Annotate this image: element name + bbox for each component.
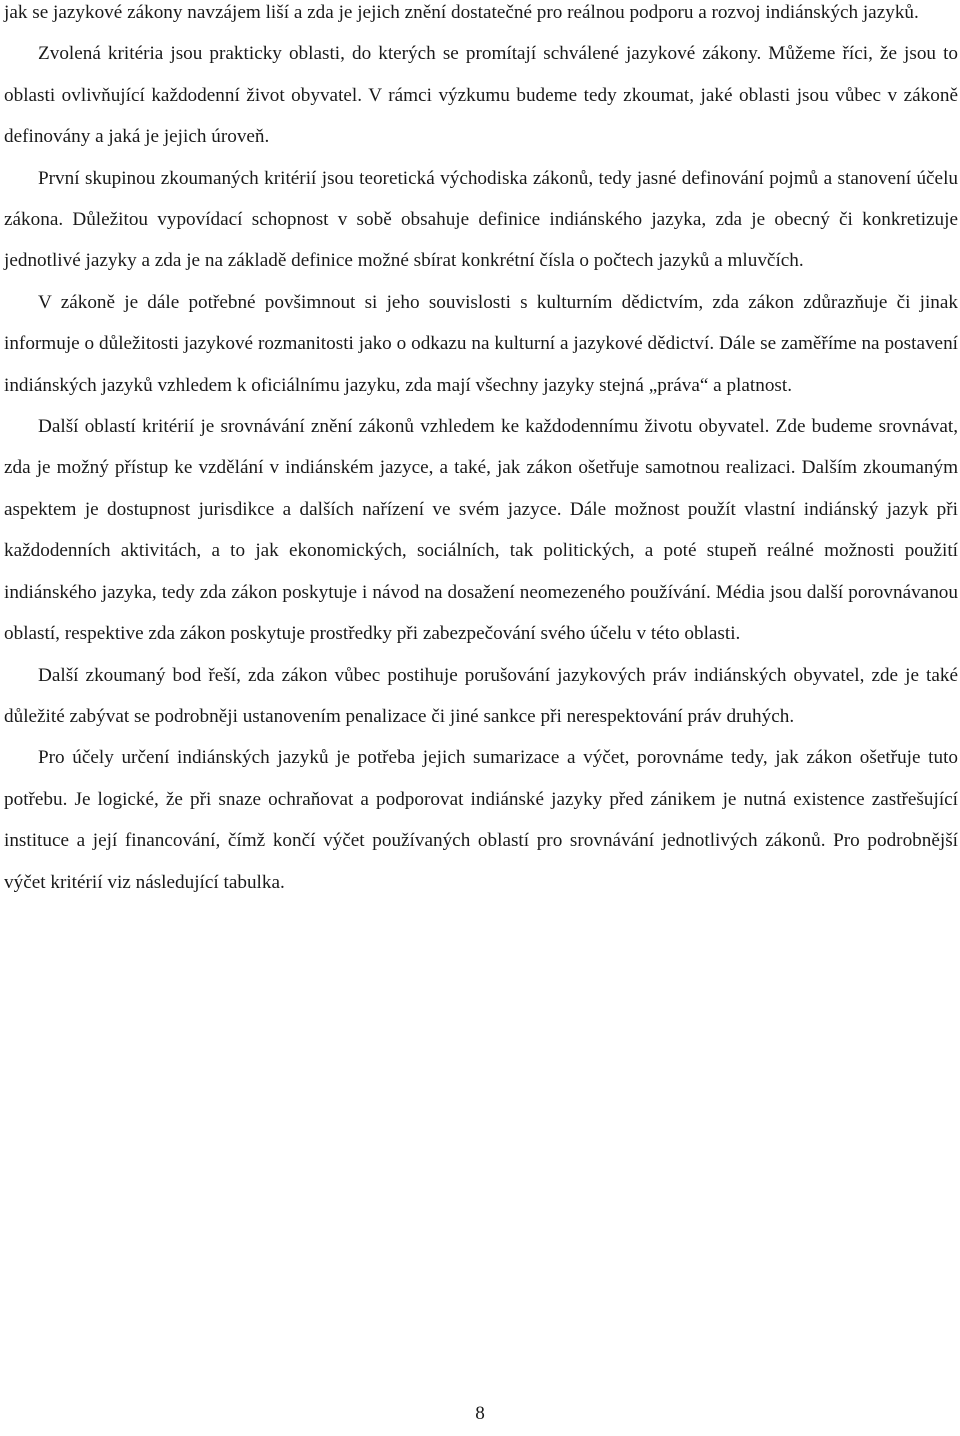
page-number: 8 bbox=[475, 1403, 485, 1424]
paragraph-language-inventory: Pro účely určení indiánských jazyků je potřeba jejich sumarizace a výčet, porovnáme tedy, jak zákon ošetřuje tuto potřebu. Je logické, že při snaze ochraňovat a podporovat indiánské jazyky před zánikem je nutná existence zastřešující instituce a její financování, čímž končí výčet používaných oblastí pro srovnávání jednotlivých zákonů. Pro podrobnější výčet kritérií viz následující tabulka. bbox=[4, 747, 958, 893]
paragraph-continuation: jak se jazykové zákony navzájem liší a zda je jejich znění dostatečné pro reálnou podporu a rozvoj indiánských jazyků. bbox=[4, 2, 919, 23]
document-page bbox=[4, 0, 958, 903]
paragraph-theoretical-basis: První skupinou zkoumaných kritérií jsou teoretická východiska zákonů, tedy jasné definování pojmů a stanovení účelu zákona. Důležitou vypovídací schopnost v sobě obsahuje definice indiánského jazyka, zda je obecný či konkretizuje jednotlivé jazyky a zda je na základě definice možné sbírat konkrétní čísla o počtech jazyků a mluvčích. bbox=[4, 167, 958, 272]
paragraph-cultural-heritage: V zákoně je dále potřebné povšimnout si jeho souvislosti s kulturním dědictvím, zda zákon zdůrazňuje či jinak informuje o důležitosti jazykové rozmanitosti jako o odkazu na kulturní a jazykové dědictví. Dále se zaměříme na postavení indiánských jazyků vzhledem k oficiálnímu jazyku, zda mají všechny jazyky stejná „práva“ a platnost. bbox=[4, 291, 958, 396]
paragraph-everyday-life: Další oblastí kritérií je srovnávání znění zákonů vzhledem ke každodennímu životu obyvatel. Zde budeme srovnávat, zda je možný přístup ke vzdělání v indiánském jazyce, a také, jak zákon ošetřuje samotnou realizaci. Dalším zkoumaným aspektem je dostupnost jurisdikce a dalších nařízení ve svém jazyce. Dále možnost použít vlastní indiánský jazyk při každodenních aktivitách, a to jak ekonomických, sociálních, tak politických, a poté stupeň reálné možnosti použití indiánského jazyka, tedy zda zákon poskytuje i návod na dosažení neomezeného používání. Média jsou další porovnávanou oblastí, respektive zda zákon poskytuje prostředky při zabezpečování svého účelu v této oblasti. bbox=[4, 416, 958, 645]
paragraph-criteria-overview: Zvolená kritéria jsou prakticky oblasti, do kterých se promítají schválené jazykové zákony. Můžeme říci, že jsou to oblasti ovlivňující každodenní život obyvatel. V rámci výzkumu budeme tedy zkoumat, jaké oblasti jsou vůbec v zákoně definovány a jaká je jejich úroveň. bbox=[4, 43, 958, 148]
paragraph-sanctions: Další zkoumaný bod řeší, zda zákon vůbec postihuje porušování jazykových práv indiánských obyvatel, zde je také důležité zabývat se podrobněji ustanovením penalizace či jiné sankce při nerespektování práv druhých. bbox=[4, 664, 958, 727]
